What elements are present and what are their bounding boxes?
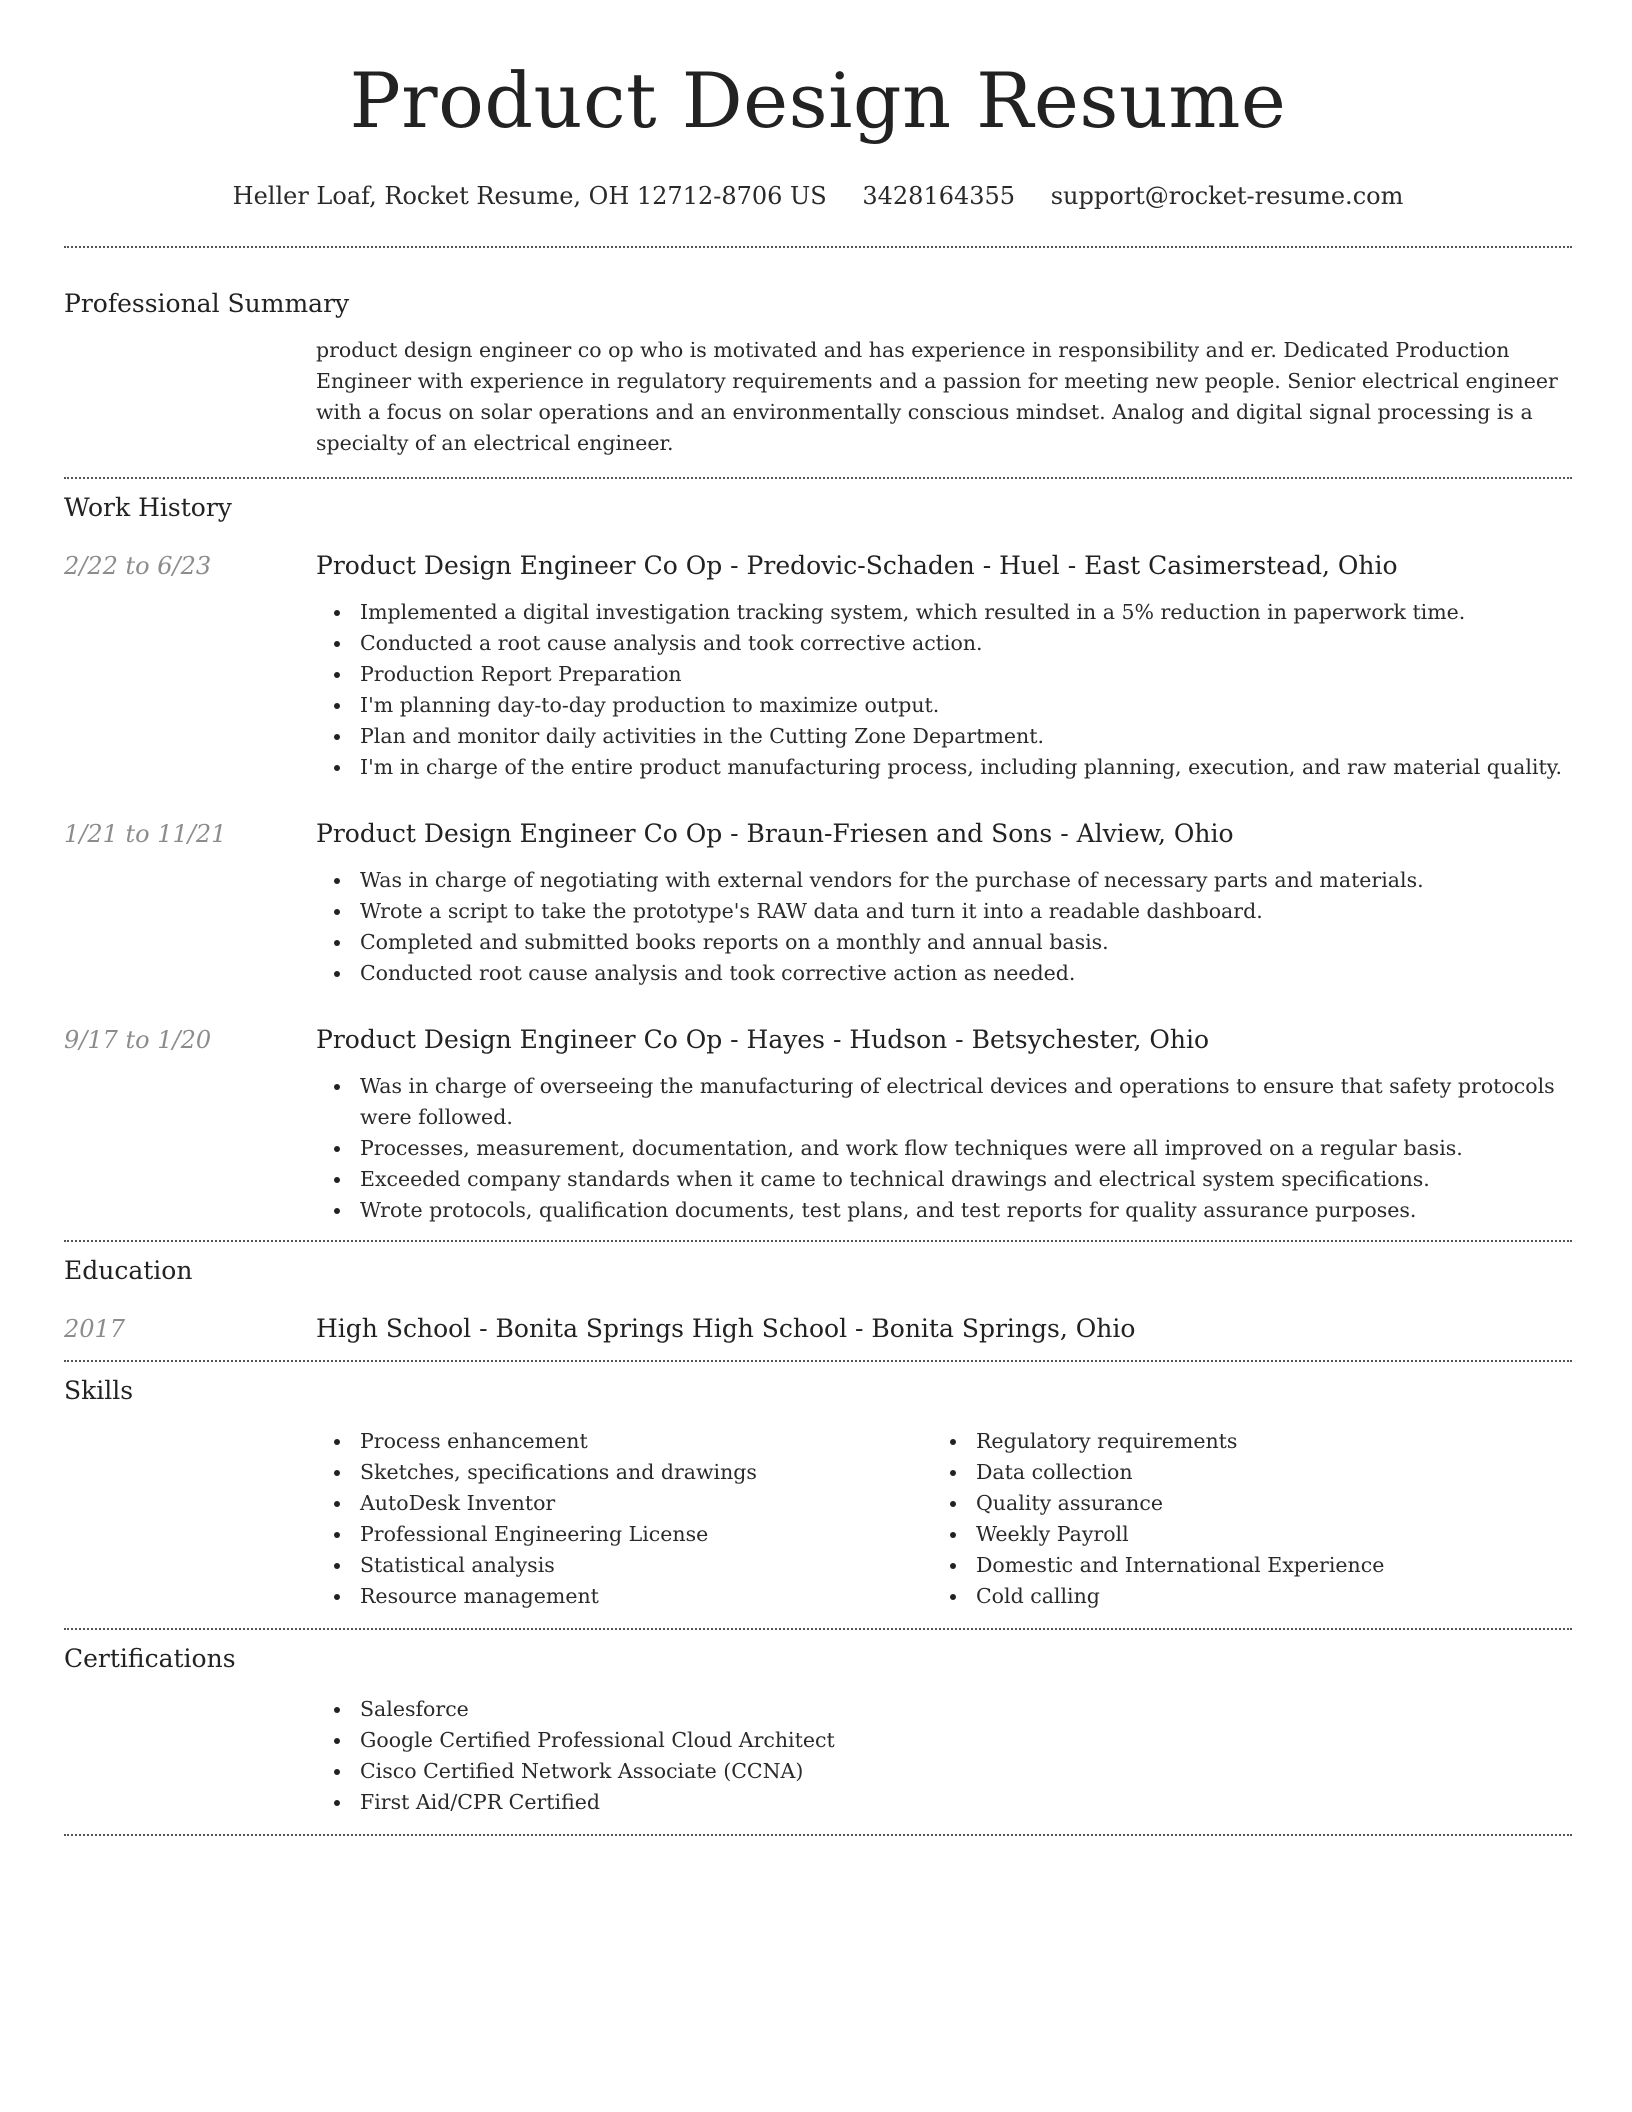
- list-item: Quality assurance: [932, 1488, 1548, 1519]
- list-item: Salesforce: [316, 1694, 1572, 1725]
- job-bullets: [316, 1071, 1572, 1226]
- education-entry: [64, 1312, 1572, 1346]
- certifications-heading: Certifications: [64, 1644, 236, 1673]
- summary-text: product design engineer co op who is motivated and has experience in responsibility and er. Dedicated Production Engineer with experience in regulatory requirements and a passion for meeting new people. Senior electrical engineer with a focus on solar operations and an environmentally conscious mindset. Analog and digital signal processing is a specialty of an electrical engineer.: [316, 338, 1558, 455]
- list-item: Professional Engineering License: [316, 1519, 932, 1550]
- resume-page: [64, 0, 1572, 1836]
- job-bullets: [316, 597, 1572, 783]
- list-item: Google Certified Professional Cloud Architect: [316, 1725, 1572, 1756]
- contact-line: [64, 180, 1572, 212]
- job-bullets: [316, 865, 1572, 989]
- list-item: Sketches, specifications and drawings: [316, 1457, 932, 1488]
- education-title: High School - Bonita Springs High School - Bonita Springs, Ohio: [316, 1314, 1136, 1343]
- list-item: Data collection: [932, 1457, 1548, 1488]
- list-item: AutoDesk Inventor: [316, 1488, 932, 1519]
- list-item: Domestic and International Experience: [932, 1550, 1548, 1581]
- contact-address: Heller Loaf, Rocket Resume, OH 12712-8706 US: [232, 182, 827, 210]
- list-item: Exceeded company standards when it came to technical drawings and electrical system specifications.: [316, 1164, 1572, 1195]
- list-item: Weekly Payroll: [932, 1519, 1548, 1550]
- list-item: Plan and monitor daily activities in the Cutting Zone Department.: [316, 721, 1572, 752]
- contact-email: support@rocket-resume.com: [1050, 182, 1404, 210]
- work-history-heading: Work History: [64, 493, 232, 522]
- contact-phone: 3428164355: [862, 182, 1016, 210]
- list-item: Implemented a digital investigation tracking system, which resulted in a 5% reduction in paperwork time.: [316, 597, 1572, 628]
- list-item: Conducted root cause analysis and took corrective action as needed.: [316, 958, 1572, 989]
- list-item: Statistical analysis: [316, 1550, 932, 1581]
- list-item: I'm in charge of the entire product manufacturing process, including planning, execution, and raw material quality.: [316, 752, 1572, 783]
- list-item: I'm planning day-to-day production to maximize output.: [316, 690, 1572, 721]
- list-item: Cisco Certified Network Associate (CCNA): [316, 1756, 1572, 1787]
- divider: [64, 1834, 1572, 1836]
- skills-section: [64, 1362, 1572, 1628]
- job-dates: 1/21 to 11/21: [64, 820, 227, 848]
- list-item: Was in charge of negotiating with external vendors for the purchase of necessary parts and materials.: [316, 865, 1572, 896]
- job-title: Product Design Engineer Co Op - Braun-Friesen and Sons - Alview, Ohio: [316, 819, 1234, 848]
- list-item: Processes, measurement, documentation, and work flow techniques were all improved on a regular basis.: [316, 1133, 1572, 1164]
- work-history-section: [64, 479, 1572, 1240]
- job-entry: [64, 817, 1572, 989]
- list-item: Was in charge of overseeing the manufacturing of electrical devices and operations to ensure that safety protocols were followed.: [316, 1071, 1572, 1133]
- list-item: Production Report Preparation: [316, 659, 1572, 690]
- education-section: [64, 1242, 1572, 1360]
- skills-list-left: [316, 1426, 932, 1612]
- summary-heading: Professional Summary: [64, 289, 350, 318]
- list-item: Regulatory requirements: [932, 1426, 1548, 1457]
- education-heading: Education: [64, 1256, 193, 1285]
- skills-heading: Skills: [64, 1376, 134, 1405]
- education-dates: 2017: [64, 1315, 126, 1343]
- list-item: Conducted a root cause analysis and took corrective action.: [316, 628, 1572, 659]
- certifications-section: [64, 1630, 1572, 1834]
- resume-title: Product Design Resume: [349, 56, 1287, 145]
- list-item: Resource management: [316, 1581, 932, 1612]
- job-dates: 9/17 to 1/20: [64, 1026, 212, 1054]
- job-title: Product Design Engineer Co Op - Predovic-Schaden - Huel - East Casimerstead, Ohio: [316, 551, 1398, 580]
- job-entry: [64, 1023, 1572, 1226]
- list-item: First Aid/CPR Certified: [316, 1787, 1572, 1818]
- list-item: Wrote protocols, qualification documents, test plans, and test reports for quality assurance purposes.: [316, 1195, 1572, 1226]
- list-item: Cold calling: [932, 1581, 1548, 1612]
- list-item: Process enhancement: [316, 1426, 932, 1457]
- job-title: Product Design Engineer Co Op - Hayes - Hudson - Betsychester, Ohio: [316, 1025, 1210, 1054]
- job-dates: 2/22 to 6/23: [64, 552, 212, 580]
- list-item: Completed and submitted books reports on a monthly and annual basis.: [316, 927, 1572, 958]
- job-entry: [64, 549, 1572, 783]
- list-item: Wrote a script to take the prototype's RAW data and turn it into a readable dashboard.: [316, 896, 1572, 927]
- certifications-list: [316, 1694, 1572, 1818]
- skills-list-right: [932, 1426, 1548, 1612]
- summary-section: [64, 248, 1572, 477]
